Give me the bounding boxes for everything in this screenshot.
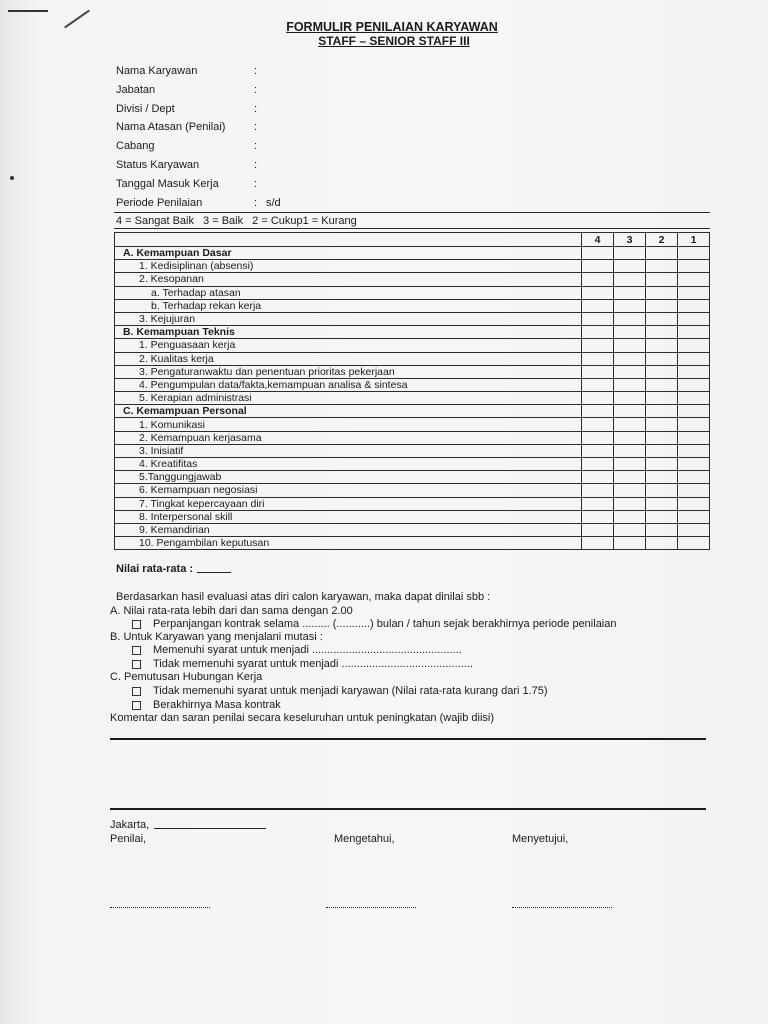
score-cell[interactable] <box>678 471 710 484</box>
table-row <box>115 365 710 378</box>
score-cell[interactable] <box>582 273 614 286</box>
table-row <box>115 523 710 536</box>
score-cell[interactable] <box>582 510 614 523</box>
score-cell[interactable] <box>614 537 646 550</box>
period-value: s/d <box>266 197 281 209</box>
row-label: a. Terhadap atasan <box>115 286 582 299</box>
row-label: 7. Tingkat kepercayaan diri <box>115 497 582 510</box>
score-cell[interactable] <box>646 510 678 523</box>
field-label: Periode Penilaian <box>116 197 203 209</box>
score-cell[interactable] <box>678 497 710 510</box>
checkbox-a1[interactable] <box>132 620 141 629</box>
row-label: 1. Komunikasi <box>115 418 582 431</box>
row-label: 2. Kemampuan kerjasama <box>115 431 582 444</box>
table-row <box>115 537 710 550</box>
field-label: Status Karyawan <box>116 159 200 171</box>
score-cell[interactable] <box>646 444 678 457</box>
score-cell[interactable] <box>582 523 614 536</box>
score-cell[interactable] <box>614 260 646 273</box>
row-label: 3. Pengaturanwaktu dan penentuan prioritas pekerjaan <box>115 365 582 378</box>
place-label: Jakarta, <box>110 819 150 831</box>
score-cell[interactable] <box>582 471 614 484</box>
option-b2-text: Tidak memenuhi syarat untuk menjadi ........................................... <box>153 658 473 670</box>
score-cell[interactable] <box>582 247 614 260</box>
punch-dot <box>10 176 14 180</box>
legend-3: 3 = Baik <box>203 215 244 227</box>
score-cell[interactable] <box>582 326 614 339</box>
score-cell[interactable] <box>614 444 646 457</box>
mengetahui-signature-line[interactable] <box>326 906 416 908</box>
table-row <box>115 444 710 457</box>
row-label: A. Kemampuan Dasar <box>115 247 582 260</box>
table-row <box>115 326 710 339</box>
field-colon: : <box>254 159 258 171</box>
evaluation-intro: Berdasarkan hasil evaluasi atas diri calon karyawan, maka dapat dinilai sbb : <box>116 591 491 603</box>
header-blank <box>115 233 582 247</box>
option-a-label: A. Nilai rata-rata lebih dari dan sama dengan 2.00 <box>110 605 353 617</box>
form-title: FORMULIR PENILAIAN KARYAWAN <box>286 20 498 34</box>
score-cell[interactable] <box>646 484 678 497</box>
score-cell[interactable] <box>614 312 646 325</box>
score-cell[interactable] <box>678 365 710 378</box>
score-cell[interactable] <box>678 312 710 325</box>
penilai-signature-line[interactable] <box>110 906 210 908</box>
score-cell[interactable] <box>614 523 646 536</box>
checkbox-c1[interactable] <box>132 687 141 696</box>
score-cell[interactable] <box>582 458 614 471</box>
form-subtitle: STAFF – SENIOR STAFF III <box>318 34 470 48</box>
penilai-label: Penilai, <box>110 833 147 845</box>
field-colon: : <box>254 121 258 133</box>
row-label: 10. Pengambilan keputusan <box>115 537 582 550</box>
score-cell[interactable] <box>582 299 614 312</box>
score-cell[interactable] <box>582 484 614 497</box>
score-header-2: 2 <box>646 233 678 247</box>
score-cell[interactable] <box>614 286 646 299</box>
table-row <box>115 431 710 444</box>
score-cell[interactable] <box>614 299 646 312</box>
row-label: 8. Interpersonal skill <box>115 510 582 523</box>
score-cell[interactable] <box>678 286 710 299</box>
row-label: 1. Kedisiplinan (absensi) <box>115 260 582 273</box>
table-row <box>115 312 710 325</box>
score-cell[interactable] <box>646 286 678 299</box>
score-cell[interactable] <box>614 352 646 365</box>
average-label: Nilai rata-rata : <box>116 563 194 575</box>
row-label: 1. Penguasaan kerja <box>115 339 582 352</box>
option-b-label: B. Untuk Karyawan yang menjalani mutasi : <box>110 631 323 643</box>
score-cell[interactable] <box>582 352 614 365</box>
score-cell[interactable] <box>582 537 614 550</box>
field-colon: : <box>254 197 258 209</box>
score-cell[interactable] <box>614 510 646 523</box>
score-cell[interactable] <box>646 458 678 471</box>
score-cell[interactable] <box>614 431 646 444</box>
field-label: Nama Karyawan <box>116 65 198 77</box>
score-cell[interactable] <box>614 273 646 286</box>
score-cell[interactable] <box>678 260 710 273</box>
menyetujui-signature-line[interactable] <box>512 906 612 908</box>
score-cell[interactable] <box>678 444 710 457</box>
score-cell[interactable] <box>646 392 678 405</box>
score-cell[interactable] <box>646 352 678 365</box>
score-cell[interactable] <box>678 484 710 497</box>
field-label: Nama Atasan (Penilai) <box>116 121 226 133</box>
score-cell[interactable] <box>614 392 646 405</box>
score-cell[interactable] <box>678 510 710 523</box>
score-cell[interactable] <box>646 365 678 378</box>
score-cell[interactable] <box>646 326 678 339</box>
row-label: 5. Kerapian administrasi <box>115 392 582 405</box>
score-cell[interactable] <box>614 458 646 471</box>
score-cell[interactable] <box>582 497 614 510</box>
table-row <box>115 458 710 471</box>
divider-line <box>114 212 710 213</box>
score-cell[interactable] <box>646 339 678 352</box>
score-cell[interactable] <box>646 260 678 273</box>
table-row <box>115 378 710 391</box>
score-header-4: 4 <box>582 233 614 247</box>
score-cell[interactable] <box>678 458 710 471</box>
table-row <box>115 273 710 286</box>
row-label: 2. Kesopanan <box>115 273 582 286</box>
score-cell[interactable] <box>614 405 646 418</box>
row-label: 2. Kualitas kerja <box>115 352 582 365</box>
table-row <box>115 484 710 497</box>
score-cell[interactable] <box>646 312 678 325</box>
table-row <box>115 352 710 365</box>
score-cell[interactable] <box>678 418 710 431</box>
score-cell[interactable] <box>646 273 678 286</box>
score-cell[interactable] <box>646 378 678 391</box>
checkbox-c2[interactable] <box>132 701 141 710</box>
table-row <box>115 260 710 273</box>
date-blank[interactable] <box>154 828 266 829</box>
score-cell[interactable] <box>678 352 710 365</box>
table-row <box>115 247 710 260</box>
checkbox-b2[interactable] <box>132 660 141 669</box>
row-label: 6. Kemampuan negosiasi <box>115 484 582 497</box>
score-cell[interactable] <box>678 405 710 418</box>
field-label: Cabang <box>116 140 155 152</box>
table-row <box>115 471 710 484</box>
score-cell[interactable] <box>582 392 614 405</box>
row-label: 3. Kejujuran <box>115 312 582 325</box>
row-label: 4. Pengumpulan data/fakta,kemampuan analisa & sintesa <box>115 378 582 391</box>
score-cell[interactable] <box>678 247 710 260</box>
table-header-row <box>115 233 710 247</box>
option-a1-text: Perpanjangan kontrak selama ......... (...........) bulan / tahun sejak berakhirnya periode penilaian <box>153 618 617 630</box>
score-cell[interactable] <box>614 247 646 260</box>
table-row <box>115 286 710 299</box>
field-colon: : <box>254 178 258 190</box>
option-c-label: C. Pemutusan Hubungan Kerja <box>110 671 263 683</box>
option-c2-text: Berakhirnya Masa kontrak <box>153 699 281 711</box>
score-cell[interactable] <box>678 523 710 536</box>
comment-label: Komentar dan saran penilai secara keseluruhan untuk peningkatan (wajib diisi) <box>110 712 495 724</box>
score-legend <box>116 214 363 228</box>
assessment-table <box>114 232 710 550</box>
table-row <box>115 418 710 431</box>
score-cell[interactable] <box>582 378 614 391</box>
option-c1-text: Tidak memenuhi syarat untuk menjadi karyawan (Nilai rata-rata kurang dari 1.75) <box>153 685 548 697</box>
table-row <box>115 497 710 510</box>
score-cell[interactable] <box>678 339 710 352</box>
field-colon: : <box>254 103 258 115</box>
table-row <box>115 405 710 418</box>
table-row <box>115 339 710 352</box>
score-cell[interactable] <box>646 523 678 536</box>
score-cell[interactable] <box>614 378 646 391</box>
score-cell[interactable] <box>678 392 710 405</box>
divider-line <box>114 228 710 229</box>
score-cell[interactable] <box>678 431 710 444</box>
score-cell[interactable] <box>582 312 614 325</box>
score-cell[interactable] <box>646 431 678 444</box>
score-cell[interactable] <box>678 273 710 286</box>
checkbox-b1[interactable] <box>132 646 141 655</box>
score-cell[interactable] <box>646 418 678 431</box>
score-cell[interactable] <box>646 405 678 418</box>
score-cell[interactable] <box>678 299 710 312</box>
row-label: C. Kemampuan Personal <box>115 405 582 418</box>
field-label: Tanggal Masuk Kerja <box>116 178 219 190</box>
average-blank[interactable] <box>197 562 231 573</box>
legend-2-1: 2 = Cukup1 = Kurang <box>252 215 357 227</box>
score-cell[interactable] <box>646 299 678 312</box>
row-label: 9. Kemandirian <box>115 523 582 536</box>
score-cell[interactable] <box>582 286 614 299</box>
score-cell[interactable] <box>646 497 678 510</box>
field-label: Jabatan <box>116 84 156 96</box>
score-cell[interactable] <box>582 418 614 431</box>
score-cell[interactable] <box>646 537 678 550</box>
score-cell[interactable] <box>614 484 646 497</box>
row-label: B. Kemampuan Teknis <box>115 326 582 339</box>
score-cell[interactable] <box>614 418 646 431</box>
score-cell[interactable] <box>582 365 614 378</box>
field-label: Divisi / Dept <box>116 103 175 115</box>
score-cell[interactable] <box>646 471 678 484</box>
score-cell[interactable] <box>678 378 710 391</box>
table-row <box>115 510 710 523</box>
row-label: b. Terhadap rekan kerja <box>115 299 582 312</box>
option-b1-text: Memenuhi syarat untuk menjadi ................................................. <box>153 644 462 656</box>
field-colon: : <box>254 84 258 96</box>
table-row <box>115 392 710 405</box>
comment-line-2[interactable] <box>110 808 706 810</box>
score-cell[interactable] <box>582 339 614 352</box>
score-cell[interactable] <box>582 431 614 444</box>
field-colon: : <box>254 140 258 152</box>
score-header-3: 3 <box>614 233 646 247</box>
score-cell[interactable] <box>582 260 614 273</box>
comment-line-1[interactable] <box>110 738 706 740</box>
score-cell[interactable] <box>678 537 710 550</box>
legend-4: 4 = Sangat Baik <box>116 215 194 227</box>
row-label: 5.Tanggungjawab <box>115 471 582 484</box>
score-cell[interactable] <box>614 497 646 510</box>
menyetujui-label: Menyetujui, <box>512 833 569 845</box>
table-row <box>115 299 710 312</box>
mengetahui-label: Mengetahui, <box>334 833 395 845</box>
score-header-1: 1 <box>678 233 710 247</box>
score-cell[interactable] <box>614 471 646 484</box>
average-row <box>116 562 231 575</box>
score-cell[interactable] <box>614 365 646 378</box>
score-cell[interactable] <box>614 326 646 339</box>
score-cell[interactable] <box>678 326 710 339</box>
corner-mark <box>8 10 48 12</box>
field-colon: : <box>254 65 258 77</box>
score-cell[interactable] <box>582 405 614 418</box>
row-label: 4. Kreatifitas <box>115 458 582 471</box>
score-cell[interactable] <box>614 339 646 352</box>
score-cell[interactable] <box>646 247 678 260</box>
row-label: 3. Inisiatif <box>115 444 582 457</box>
score-cell[interactable] <box>582 444 614 457</box>
